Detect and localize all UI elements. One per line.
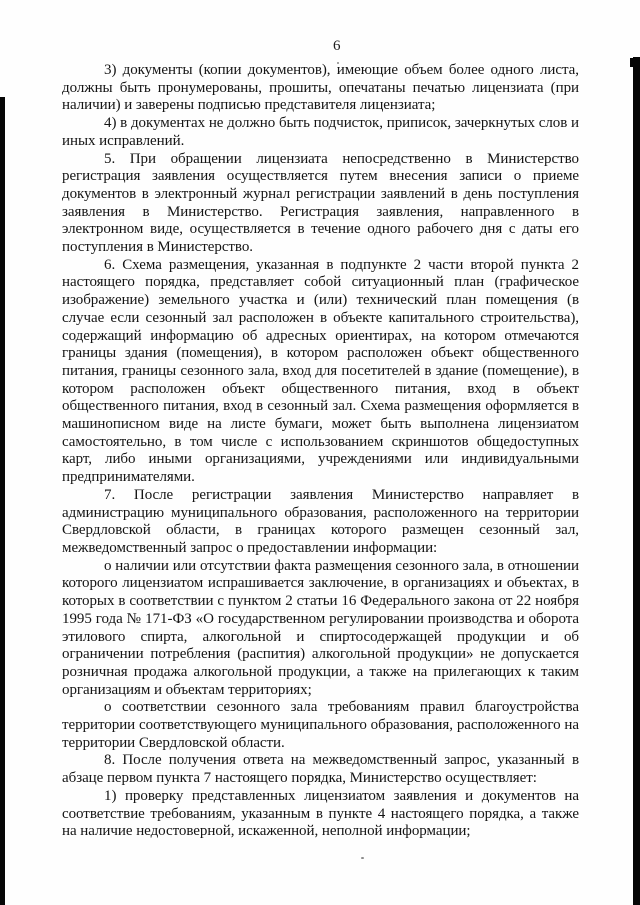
paragraph-point-8: 8. После получения ответа на межведомственный запрос, указанный в абзаце первом пункта 7 настоящего порядка, Министерство осуществляет: <box>62 752 579 787</box>
scan-artifact-left-edge <box>0 97 5 905</box>
paragraph-subitem-3: 3) документы (копии документов), имеющие объем более одного листа, должны быть пронумерованы, прошиты, опечатаны печатью лицензиата (при наличии) и заверены подписью представителя лицензиата; <box>62 62 579 114</box>
paragraph-point-7: 7. После регистрации заявления Министерство направляет в администрацию муниципального образования, расположенного на территории Свердловской области, в границах которого размещен сезонный зал, межведомственный запрос о предоставлении информации: <box>62 486 579 556</box>
paragraph-point-7-info-b: о соответствии сезонного зала требованиям правил благоустройства территории соответствующего муниципального образования, расположенного на территории Свердловской области. <box>62 699 579 751</box>
scan-artifact-right-edge <box>633 57 640 905</box>
paragraph-point-6: 6. Схема размещения, указанная в подпункте 2 части второй пункта 2 настоящего порядка, представляет собой ситуационный план (графическое изображение) земельного участка и (или) технический план помещения (в случае если сезонный зал расположен в объекте капитального строительства), содержащий информацию об адресных ориентирах, на котором отмечаются границы здания (помещения), в котором расположен объект общественного питания, границы сезонного зала, вход для посетителей в здание (помещение), в котором расположен объект общественного питания, вход в объект общественного питания, вход в сезонный зал. Схема размещения оформляется в машинописном виде на листе бумаги, может быть выполнена лицензиатом самостоятельно, в том числе с использованием скриншотов общедоступных карт, либо иными организациями, учреждениями или индивидуальными предпринимателями. <box>62 256 579 486</box>
scan-artifact-right-notch <box>630 58 633 67</box>
page-number: 6 <box>333 38 341 54</box>
document-body <box>62 62 579 841</box>
paragraph-point-5: 5. При обращении лицензиата непосредственно в Министерство регистрация заявления осуществляется путем внесения записи о приеме документов в электронный журнал регистрации заявлений в день поступления заявления в Министерство. Регистрация заявления, направленного в электронном виде, осуществляется в течение одного рабочего дня с даты его поступления в Министерство. <box>62 150 579 256</box>
scan-speck <box>361 857 364 859</box>
paragraph-point-7-info-a: о наличии или отсутствии факта размещения сезонного зала, в отношении которого лицензиатом испрашивается заключение, в организациях и объектах, в которых в соответствии с пунктом 2 статьи 16 Федерального закона от 22 ноября 1995 года № 171-ФЗ «О государственном регулировании производства и оборота этилового спирта, алкогольной и спиртосодержащей продукции и об ограничении потребления (распития) алкогольной продукции» не допускается розничная продажа алкогольной продукции, а также на прилегающих к таким организациям и объектам территориях; <box>62 557 579 698</box>
paragraph-point-8-subitem-1: 1) проверку представленных лицензиатом заявления и документов на соответствие требованиям, указанным в пункте 4 настоящего порядка, а также на наличие недостоверной, искаженной, неполной информации; <box>62 787 579 840</box>
paragraph-subitem-4: 4) в документах не должно быть подчисток, приписок, зачеркнутых слов и иных исправлений. <box>62 115 579 149</box>
